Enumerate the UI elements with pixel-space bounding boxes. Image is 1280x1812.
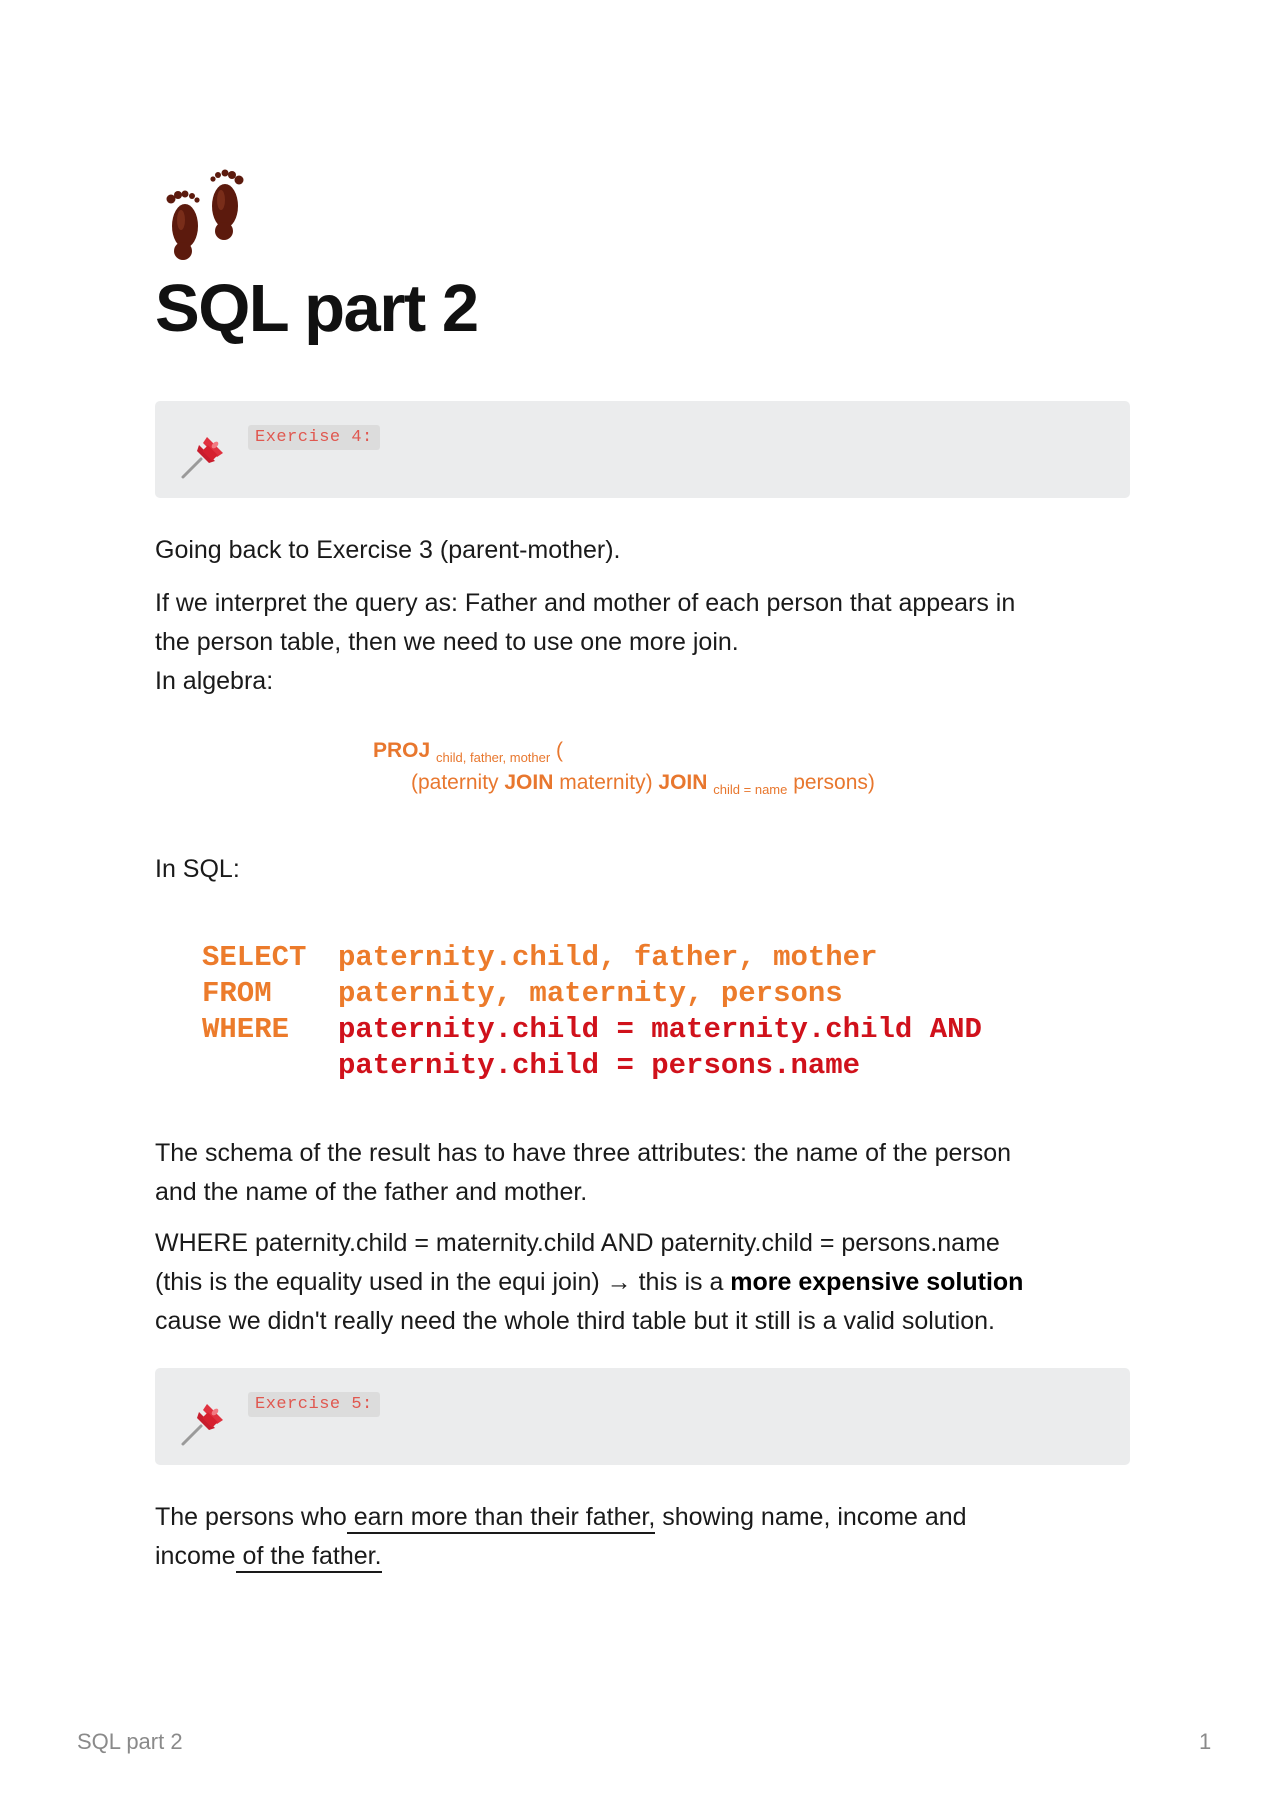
sql-select-columns: paternity.child, father, mother	[338, 941, 878, 974]
footer-title: SQL part 2	[77, 1729, 183, 1754]
exercise-5-label: Exercise 5:	[248, 1392, 380, 1417]
bold-text: more expensive solution	[730, 1268, 1024, 1296]
algebra-join-subscript: child = name	[713, 782, 788, 797]
page-title: SQL part 2	[155, 271, 478, 346]
paragraph-line	[155, 1537, 1130, 1576]
exercise-4-callout	[155, 401, 1130, 498]
algebra-line-1	[373, 736, 1073, 768]
algebra-proj-subscript: child, father, mother	[436, 750, 551, 765]
sql-from-row	[202, 976, 982, 1012]
paragraph-in-sql: In SQL:	[155, 855, 240, 883]
sql-select-row	[202, 940, 982, 976]
footer-page-number: 1	[1199, 1729, 1212, 1754]
footprints-icon	[155, 168, 255, 268]
algebra-open-paren: (	[550, 739, 564, 762]
paragraph-line	[155, 1498, 1130, 1537]
pushpin-icon	[179, 431, 229, 481]
sql-keyword: SELECT	[202, 941, 307, 974]
paragraph-line: The schema of the result has to have three attributes: the name of the person	[155, 1139, 1012, 1167]
algebra-line-2	[373, 768, 1073, 800]
paragraph-text: showing name, income and	[655, 1503, 967, 1531]
paragraph-going-back: Going back to Exercise 3 (parent-mother).	[155, 536, 621, 564]
underlined-text: earn more than their father,	[347, 1503, 656, 1534]
sql-query	[202, 940, 982, 1084]
sql-keyword: FROM	[202, 977, 272, 1010]
sql-where-row-2	[202, 1048, 982, 1084]
paragraph-line: WHERE paternity.child = maternity.child AND paternity.child = persons.name	[155, 1229, 1000, 1257]
sql-where-row	[202, 1012, 982, 1048]
sql-from-tables: paternity, maternity, persons	[338, 977, 843, 1010]
paragraph-exercise-5	[155, 1498, 1130, 1576]
algebra-text: maternity)	[553, 771, 659, 794]
paragraph-text: The persons who	[155, 1503, 347, 1531]
sql-keyword: WHERE	[202, 1013, 290, 1046]
algebra-text: persons)	[787, 771, 875, 794]
algebra-join-keyword: JOIN	[504, 771, 554, 794]
algebra-expression	[373, 736, 1073, 800]
pushpin-icon	[179, 1398, 229, 1448]
paragraph-schema	[155, 1134, 1130, 1212]
underlined-text: of the father.	[236, 1542, 382, 1573]
algebra-proj-keyword: PROJ	[373, 739, 431, 762]
algebra-join-keyword: JOIN	[658, 771, 708, 794]
algebra-text: (paternity	[411, 771, 505, 794]
paragraph-line	[155, 1263, 1130, 1302]
paragraph-line: If we interpret the query as: Father and mother of each person that appears in	[155, 589, 1016, 617]
paragraph-line: cause we didn't really need the whole third table but it still is a valid solution.	[155, 1307, 995, 1335]
sql-where-condition: paternity.child = maternity.child AND	[338, 1013, 982, 1046]
exercise-5-callout	[155, 1368, 1130, 1465]
paragraph-text: income	[155, 1542, 236, 1570]
paragraph-line: In algebra:	[155, 667, 274, 695]
paragraph-interpretation	[155, 584, 1130, 701]
sql-where-condition: paternity.child = persons.name	[338, 1049, 861, 1082]
paragraph-line: the person table, then we need to use one more join.	[155, 628, 739, 656]
paragraph-line: and the name of the father and mother.	[155, 1178, 588, 1206]
exercise-4-label: Exercise 4:	[248, 425, 380, 450]
paragraph-where-explanation	[155, 1224, 1130, 1341]
paragraph-text: (this is the equality used in the equi join) → this is a	[155, 1268, 731, 1296]
